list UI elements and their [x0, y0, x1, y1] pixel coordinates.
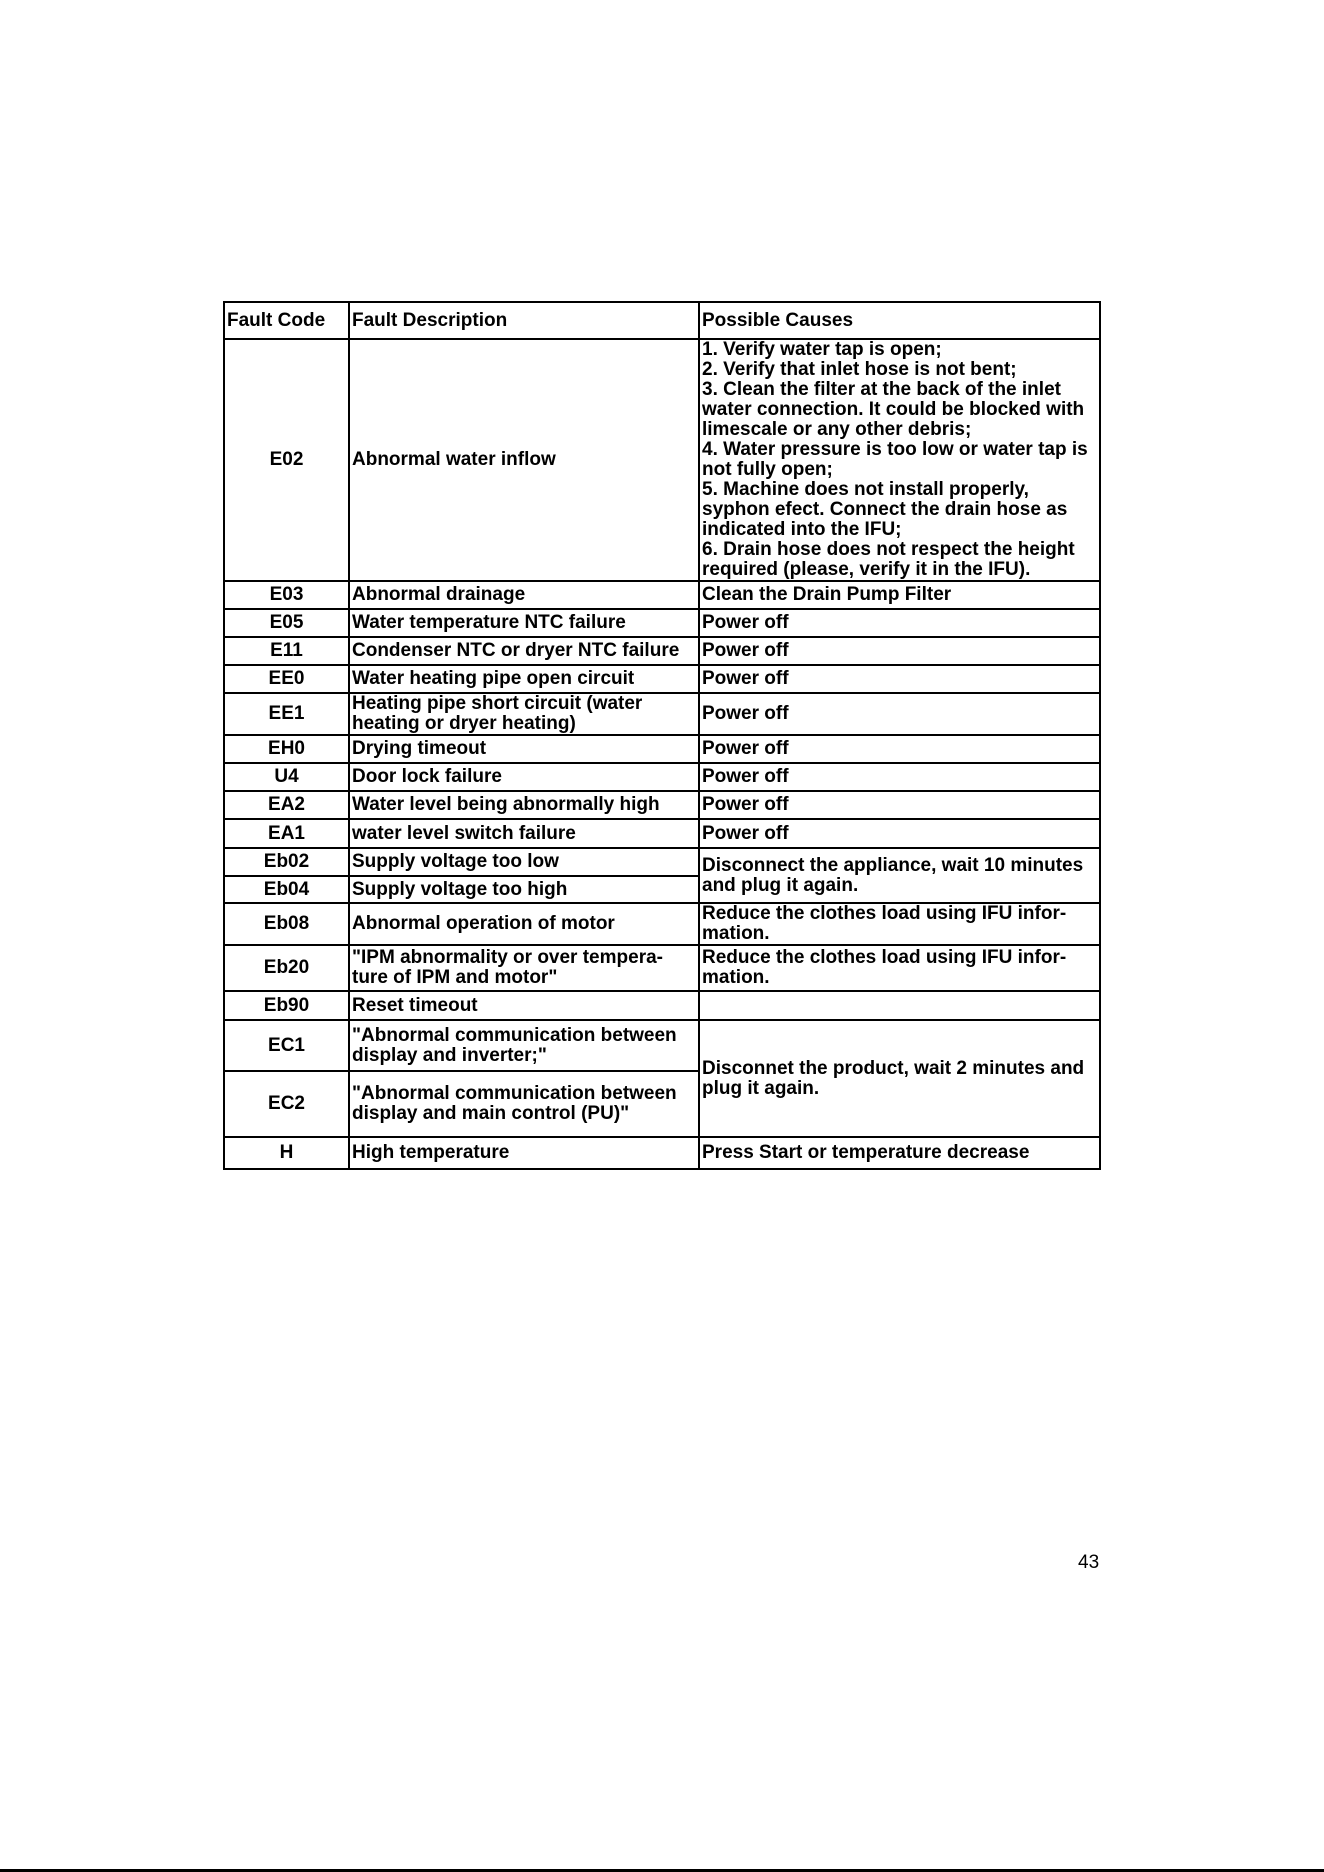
- table-header-row: [224, 302, 1100, 339]
- fault-code: U4: [224, 763, 349, 791]
- table-row: [224, 991, 1100, 1020]
- fault-code: EE0: [224, 665, 349, 693]
- fault-description: Supply voltage too low: [349, 848, 699, 876]
- table-row: [224, 945, 1100, 991]
- fault-code: E03: [224, 581, 349, 609]
- fault-description: "Abnormal communication between display and main control (PU)": [349, 1071, 699, 1137]
- fault-code: E11: [224, 637, 349, 665]
- page-number: 43: [1078, 1552, 1100, 1573]
- possible-causes: [699, 339, 1100, 581]
- possible-causes: Power off: [699, 763, 1100, 791]
- fault-description: Abnormal water inflow: [349, 339, 699, 581]
- fault-code: H: [224, 1137, 349, 1169]
- fault-description: Water level being abnormally high: [349, 791, 699, 819]
- fault-code: EC1: [224, 1020, 349, 1071]
- fault-description: Reset timeout: [349, 991, 699, 1020]
- table-row: [224, 665, 1100, 693]
- cause-item: 3. Clean the filter at the back of the inlet water connection. It could be blocked with limescale or any other debris;: [702, 379, 1085, 440]
- fault-code-table: [223, 301, 1101, 1170]
- fault-code: EE1: [224, 693, 349, 735]
- table-row: [224, 1020, 1100, 1071]
- possible-causes: Reduce the clothes load using IFU infor-mation.: [699, 945, 1100, 991]
- cause-item: 2. Verify that inlet hose is not bent;: [702, 359, 1017, 380]
- possible-causes: Reduce the clothes load using IFU infor-mation.: [699, 903, 1100, 945]
- possible-causes: Clean the Drain Pump Filter: [699, 581, 1100, 609]
- fault-description: water level switch failure: [349, 819, 699, 848]
- possible-causes: Power off: [699, 791, 1100, 819]
- table-row: [224, 637, 1100, 665]
- fault-code: EH0: [224, 735, 349, 763]
- possible-causes: [699, 991, 1100, 1020]
- table-row: [224, 819, 1100, 848]
- fault-code: Eb02: [224, 848, 349, 876]
- fault-description: "Abnormal communication between display and inverter;": [349, 1020, 699, 1071]
- table-row: [224, 735, 1100, 763]
- fault-description: Abnormal drainage: [349, 581, 699, 609]
- table-row: [224, 848, 1100, 876]
- possible-causes: Power off: [699, 637, 1100, 665]
- fault-code: EA2: [224, 791, 349, 819]
- fault-description: Door lock failure: [349, 763, 699, 791]
- fault-code: Eb20: [224, 945, 349, 991]
- fault-code: EA1: [224, 819, 349, 848]
- fault-code: Eb08: [224, 903, 349, 945]
- fault-code: EC2: [224, 1071, 349, 1137]
- fault-description: Water heating pipe open circuit: [349, 665, 699, 693]
- table-row: [224, 693, 1100, 735]
- fault-code: Eb90: [224, 991, 349, 1020]
- table-row: [224, 581, 1100, 609]
- fault-description: Heating pipe short circuit (water heating or dryer heating): [349, 693, 699, 735]
- fault-code: E05: [224, 609, 349, 637]
- header-fault-code: Fault Code: [224, 302, 349, 339]
- possible-causes: Power off: [699, 609, 1100, 637]
- fault-description: Supply voltage too high: [349, 876, 699, 903]
- fault-description: Drying timeout: [349, 735, 699, 763]
- header-possible-causes: Possible Causes: [699, 302, 1100, 339]
- fault-description: "IPM abnormality or over tempera-ture of IPM and motor": [349, 945, 699, 991]
- table-row: [224, 609, 1100, 637]
- fault-code: Eb04: [224, 876, 349, 903]
- possible-causes: Disconnet the product, wait 2 minutes and plug it again.: [699, 1020, 1100, 1137]
- possible-causes: Power off: [699, 819, 1100, 848]
- cause-item: 1. Verify water tap is open;: [702, 339, 942, 360]
- cause-item: 5. Machine does not install properly, syphon efect. Connect the drain hose as indicated into the IFU;: [702, 479, 1068, 540]
- header-fault-description: Fault Description: [349, 302, 699, 339]
- table-row: [224, 1137, 1100, 1169]
- fault-code: E02: [224, 339, 349, 581]
- cause-item: 4. Water pressure is too low or water tap is not fully open;: [702, 439, 1088, 480]
- possible-causes: Power off: [699, 735, 1100, 763]
- fault-description: Water temperature NTC failure: [349, 609, 699, 637]
- table-row: [224, 903, 1100, 945]
- possible-causes: Disconnect the appliance, wait 10 minutes and plug it again.: [699, 848, 1100, 903]
- possible-causes: Power off: [699, 665, 1100, 693]
- table-row: [224, 339, 1100, 581]
- table-row: [224, 791, 1100, 819]
- fault-description: Abnormal operation of motor: [349, 903, 699, 945]
- table-row: [224, 763, 1100, 791]
- possible-causes: Power off: [699, 693, 1100, 735]
- fault-description: Condenser NTC or dryer NTC failure: [349, 637, 699, 665]
- fault-description: High temperature: [349, 1137, 699, 1169]
- cause-item: 6. Drain hose does not respect the height required (please, verify it in the IFU).: [702, 539, 1075, 580]
- possible-causes: Press Start or temperature decrease: [699, 1137, 1100, 1169]
